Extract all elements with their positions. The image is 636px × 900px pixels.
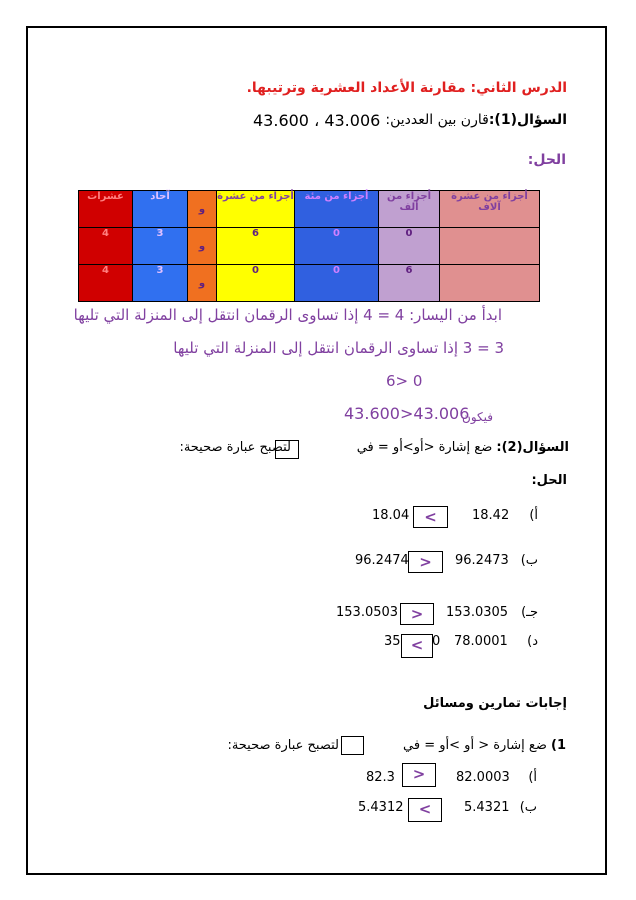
cell: [440, 228, 540, 265]
exercises-heading: إجابات تمارين ومسائل: [423, 696, 567, 711]
blank-box: [341, 736, 364, 755]
cell: 3: [133, 265, 188, 302]
exercise-1-text-a: ضع إشارة < أو >أو = في: [403, 738, 547, 753]
item-d-right: 35: [384, 634, 401, 649]
table-row: [79, 228, 540, 265]
exercise-1: [403, 738, 566, 753]
cell: 6: [379, 265, 440, 302]
cell: 4: [79, 228, 133, 265]
header-decimal-point: [188, 191, 217, 228]
item-a-sign: <: [413, 506, 448, 528]
header-ten-thousandths: أجزاء من عشرة آلاف: [440, 191, 540, 228]
step-2: 3 = 3 إذا تساوى الرقمان انتقل إلى المنزلة التي تليها: [173, 339, 504, 357]
item-d-label: د): [527, 634, 538, 649]
header-ones: آحاد: [133, 191, 188, 228]
exercise-1-text-b: لتصبح عبارة صحيحة:: [227, 738, 339, 753]
item-c-sign: >: [400, 603, 434, 625]
item-b-sign: >: [408, 551, 443, 573]
item-b-right: 96.2474: [355, 553, 409, 568]
ex-item-b-left: 5.4321: [464, 800, 510, 815]
ex-item-b-right: 5.4312: [358, 800, 404, 815]
cell: 4: [79, 265, 133, 302]
cell: 0: [295, 228, 379, 265]
header-hundredths: أجزاء من مئة: [295, 191, 379, 228]
solution-2-label: الحل:: [531, 473, 567, 488]
item-d-sign: <: [401, 634, 433, 658]
item-a-label: أ): [529, 508, 538, 523]
question-2-text-b: لتصبح عبارة صحيحة:: [179, 440, 291, 455]
place-value-table: [78, 190, 540, 302]
ex-item-b-sign: <: [408, 798, 442, 822]
item-c-label: جـ): [521, 605, 538, 620]
cell: 3: [133, 228, 188, 265]
lesson-title: الدرس الثاني: مقارنة الأعداد العشرية وترتيبها.: [246, 80, 567, 96]
cell: 0: [295, 265, 379, 302]
item-b-left: 96.2473: [455, 553, 509, 568]
item-b-label: ب): [520, 553, 538, 568]
step-1: ابدأ من اليسار: 4 = 4 إذا تساوى الرقمان انتقل إلى المنزلة التي تليها: [73, 306, 502, 324]
ex-item-b-label: ب): [519, 800, 537, 815]
ex-item-a-right: 82.3: [366, 770, 395, 785]
cell: [440, 265, 540, 302]
header-tenths: أجزاء من عشرة: [217, 191, 295, 228]
exercise-1-label: 1): [551, 738, 566, 753]
question-1-text: قارن بين العددين:: [385, 112, 489, 128]
question-1: [385, 112, 567, 128]
decimal-and: و: [198, 203, 206, 215]
question-2: [357, 440, 569, 455]
item-a-right: 18.04: [372, 508, 410, 523]
cell: و: [188, 265, 217, 302]
ex-item-a-label: أ): [528, 770, 537, 785]
step-3: 6> 0: [386, 372, 423, 390]
step-4-word: فيكون: [462, 410, 493, 424]
header-tens: عشرات: [79, 191, 133, 228]
solution-label: الحل:: [527, 152, 566, 168]
header-thousandths: أجزاء من ألف: [379, 191, 440, 228]
item-c-left: 153.0305: [446, 605, 509, 620]
question-1-label: السؤال(1):: [488, 112, 567, 128]
cell: 0: [217, 265, 295, 302]
table-header-row: [79, 191, 540, 228]
cell: 6: [217, 228, 295, 265]
item-d-left: 78.0001: [454, 634, 508, 649]
item-c-right: 153.0503: [336, 605, 399, 620]
question-1-numbers: 43.600 ، 43.006: [253, 111, 381, 130]
question-2-text-a: ضع إشارة <أو>أو = في: [356, 440, 493, 455]
step-4-result: 43.600>43.006: [344, 404, 470, 423]
item-d-extra: 0: [432, 634, 441, 649]
item-a-left: 18.42: [472, 508, 510, 523]
cell: و: [188, 228, 217, 265]
question-2-label: السؤال(2):: [496, 440, 569, 455]
table-row: [79, 265, 540, 302]
ex-item-a-sign: >: [402, 763, 436, 787]
cell: 0: [379, 228, 440, 265]
ex-item-a-left: 82.0003: [456, 770, 510, 785]
